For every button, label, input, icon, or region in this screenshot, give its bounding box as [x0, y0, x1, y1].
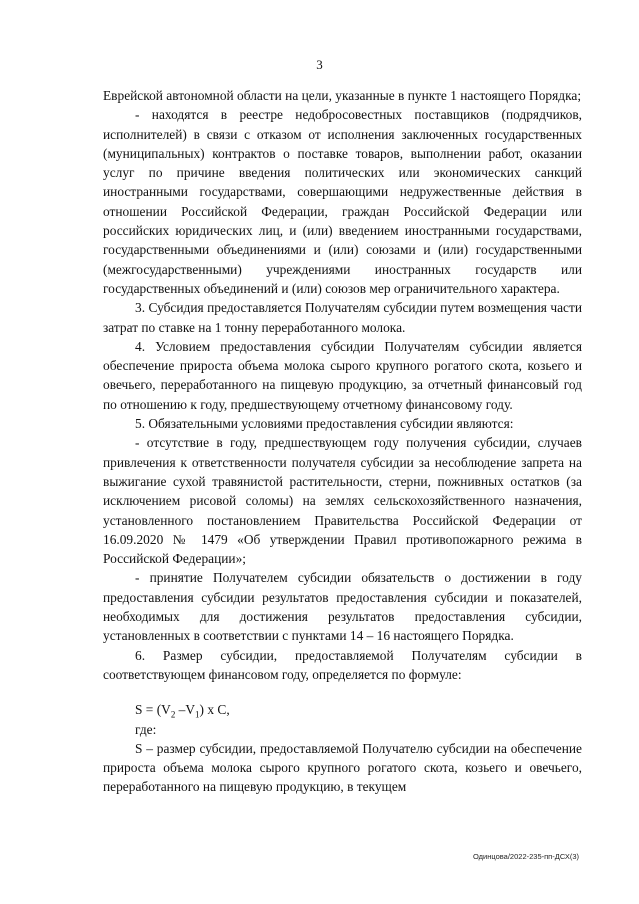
paragraph-item-5-condition-1: - отсутствие в году, предшествующем году получения субсидии, случаев привлечения к ответственности получателя субсидии за несоблюдение запрета на выжигание сухой травянистой растительности, стерни, пожнивных остатков (за исключением рисовой соломы) на землях сельскохозяйственного назначения, установленного постановлением Правительства Российской Федерации от 16.09.2020 № 1479 «Об утверждении Правил противопожарного режима в Российской Федерации»;	[103, 435, 582, 567]
paragraph-item-3: 3. Субсидия предоставляется Получателям субсидии путем возмещения части затрат по ставке на 1 тонну переработанного молока.	[103, 300, 582, 335]
formula-suffix: ) x C,	[199, 702, 230, 718]
formula-subscript-1: 1	[195, 709, 200, 720]
paragraph-item-5-condition-2: - принятие Получателем субсидии обязательств о достижении в году предоставления субсидии результатов предоставления субсидии и показателей, необходимых для достижения результатов предоставления субсидии, установленных в соответствии с пунктами 14 – 16 настоящего Порядка.	[103, 570, 582, 644]
formula-where-label: где:	[135, 721, 157, 737]
document-body	[103, 86, 582, 797]
document-footer-id: Одинцова/2022-235-пп-ДСХ(3)	[473, 852, 579, 861]
paragraph-continuation: Еврейской автономной области на цели, указанные в пункте 1 настоящего Порядка;	[103, 88, 582, 103]
formula-prefix: S = (V	[135, 702, 171, 718]
paragraph-registry-condition: - находятся в реестре недобросовестных поставщиков (подрядчиков, исполнителей) в связи с отказом от исполнения заключенных государственных (муниципальных) контрактов о поставке товаров, выполнении работ, оказании услуг по причине введения политических или экономических санкций иностранными государствами, совершающими недружественные действия в отношении Российской Федерации, граждан Российской Федерации или российских юридических лиц, и (или) введением иностранными государствами, государственными объединениями и (или) союзами и (или) государственными (межгосударственными) учреждениями иностранных государств или государственных объединений и (или) союзов мер ограничительного характера.	[103, 107, 582, 296]
page-number: 3	[316, 57, 323, 72]
paragraph-formula-definition: S – размер субсидии, предоставляемой Получателю субсидии на обеспечение прироста объема молока сырого крупного рогатого скота, козьего и овечьего, переработанного на пищевую продукцию, в текущем	[103, 740, 582, 795]
paragraph-item-6: 6. Размер субсидии, предоставляемой Получателям субсидии в соответствующем финансовом году, определяется по формуле:	[103, 647, 582, 682]
formula-middle: –V	[175, 702, 196, 718]
paragraph-item-4: 4. Условием предоставления субсидии Получателям субсидии является обеспечение прироста объема молока сырого крупного рогатого скота, козьего и овечьего, переработанного на пищевую продукцию, за отчетный финансовый год по отношению к году, предшествующему отчетному финансовому году.	[103, 338, 582, 412]
subsidy-formula	[103, 700, 582, 719]
paragraph-item-5: 5. Обязательными условиями предоставления субсидии являются:	[135, 416, 514, 432]
formula-subscript-2: 2	[170, 709, 176, 720]
